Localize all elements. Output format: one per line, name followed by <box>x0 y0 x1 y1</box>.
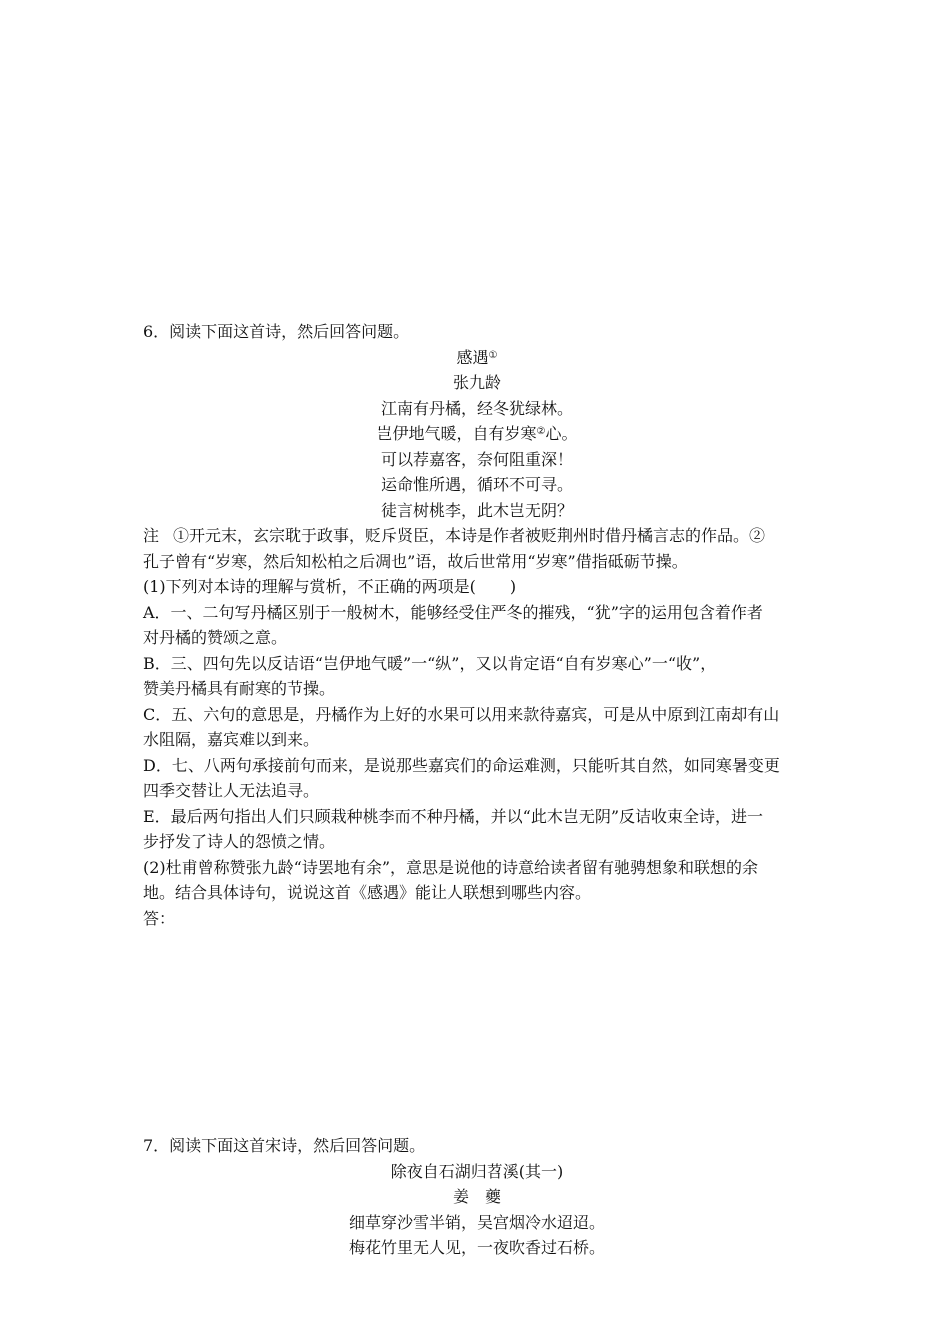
q6-poem-line <box>143 447 811 473</box>
q6-poem-title <box>143 345 811 371</box>
q6-option-b-line-1: B．三、四句先以反诘语“岂伊地气暖”一“纵”，又以肯定语“自有岁寒心”一“收”， <box>143 653 717 673</box>
document-page <box>143 319 811 1261</box>
q6-sub1-stem <box>143 574 811 600</box>
q6-option-a-line-1: A．一、二句写丹橘区别于一般树木，能够经受住严冬的摧残，“犹”字的运用包含着作者 <box>143 602 763 622</box>
q7-poem-author: 姜 夔 <box>452 1187 501 1206</box>
q6-option-e-line-1: E．最后两句指出人们只顾栽种桃李而不种丹橘，并以“此木岂无阴”反诘收束全诗，进一 <box>143 806 764 826</box>
q6-poem-title-note-mark: ① <box>488 349 498 361</box>
q6-option-e-line-2: 步抒发了诗人的怨愤之情。 <box>143 832 336 851</box>
q6-sub1-close-paren: ) <box>509 577 517 596</box>
q7-poem-line: 细草穿沙雪半销，吴宫烟冷水迢迢。 <box>348 1212 605 1232</box>
q6-poem-author: 张九龄 <box>452 373 501 392</box>
q6-poem-line-text: 徒言树桃李，此木岂无阴？ <box>380 500 573 520</box>
q6-sub2-line-1: (2)杜甫曾称赞张九龄“诗罢地有余”，意思是说他的诗意给读者留有驰骋想象和联想的余 <box>143 857 759 877</box>
q6-option-b-line-2: 赞美丹橘具有耐寒的节操。 <box>143 679 336 698</box>
q6-note-text-1: ①开元末，玄宗耽于政事，贬斥贤臣，本诗是作者被贬荆州时借丹橘言志的作品。② <box>173 526 766 545</box>
q6-option-c-line-1: C．五、六句的意思是，丹橘作为上好的水果可以用来款待嘉宾，可是从中原到江南却有山 <box>143 704 780 724</box>
q6-option-c-line-2: 水阻隔，嘉宾难以到来。 <box>143 730 320 749</box>
q6-option-d-line-1: D．七、八两句承接前句而来，是说那些嘉宾们的命运难测，只能听其自然，如同寒暑变更 <box>143 755 780 775</box>
q6-note-line-1 <box>143 523 811 549</box>
q6-stem: 6．阅读下面这首诗，然后回答问题。 <box>143 322 410 341</box>
q6-sub1-text: (1)下列对本诗的理解与赏析，不正确的两项是( <box>143 577 476 596</box>
q6-poem-line <box>143 472 811 498</box>
q6-poem-line-text: 运命惟所遇，循环不可寻。 <box>380 475 573 494</box>
q6-option-a-line-2: 对丹橘的赞颂之意。 <box>143 628 288 647</box>
q6-poem-title-text: 感遇 <box>456 347 489 367</box>
q6-note-line-2: 孔子曾有“岁寒，然后知松柏之后凋也”语，故后世常用“岁寒”借指砥砺节操。 <box>143 551 688 571</box>
q6-poem-line-text: 可以荐嘉客，奈何阻重深！ <box>380 449 573 469</box>
q6-sub2-line-2: 地。结合具体诗句，说说这首《感遇》能让人联想到哪些内容。 <box>143 883 592 902</box>
q7-poem-title: 除夜自石湖归苕溪(其一) <box>390 1161 564 1181</box>
q6-poem-line <box>143 498 811 524</box>
q6-poem-line <box>143 396 811 422</box>
q7-poem-line: 梅花竹里无人见，一夜吹香过石桥。 <box>348 1238 605 1257</box>
q7-stem: 7．阅读下面这首宋诗，然后回答问题。 <box>143 1136 426 1155</box>
q6-poem-line-text: 岂伊地气暖，自有岁寒 <box>376 424 537 443</box>
q6-poem-line-text: 江南有丹橘，经冬犹绿林。 <box>380 398 573 418</box>
q6-note-label: 注 <box>143 526 160 545</box>
q6-poem-line-text: 心。 <box>545 424 578 443</box>
q6-poem-line <box>143 421 811 447</box>
q6-poem-line-note-mark: ② <box>536 426 546 437</box>
answer-space <box>143 931 811 1133</box>
q6-option-d-line-2: 四季交替让人无法追寻。 <box>143 781 320 800</box>
q6-answer-label: 答： <box>143 908 176 928</box>
